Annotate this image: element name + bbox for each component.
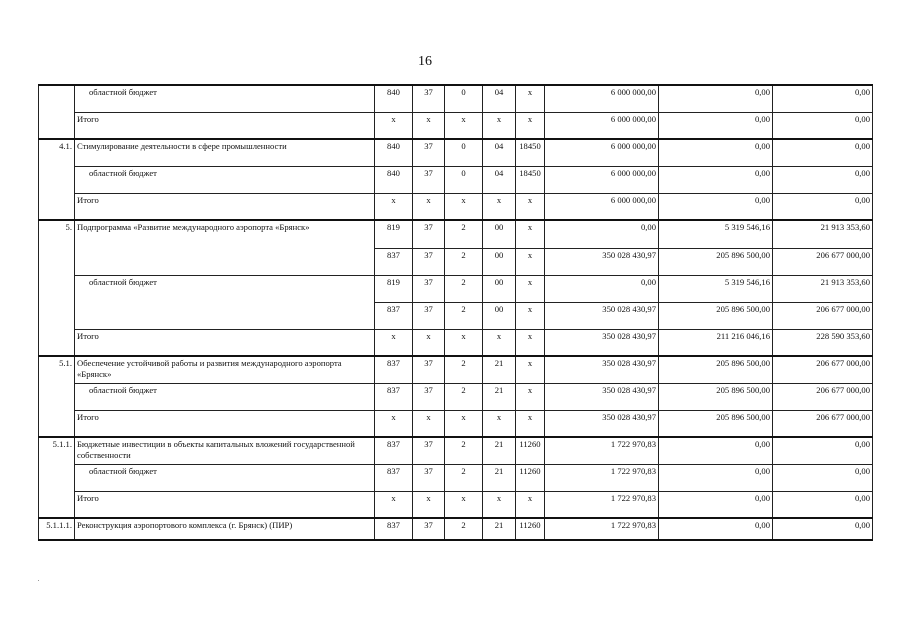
table-row: [39, 220, 873, 248]
amount-year-3: 0,00: [773, 193, 873, 220]
amount-year-2: 0,00: [659, 85, 773, 112]
table-row: [39, 518, 873, 540]
amount-year-3: 0,00: [773, 166, 873, 193]
table-row: [39, 139, 873, 166]
code-direction: х: [516, 85, 545, 112]
table-row: [39, 491, 873, 518]
amount-year-2: 211 216 046,16: [659, 329, 773, 356]
amount-year-3: 0,00: [773, 139, 873, 166]
code-activity: х: [483, 491, 516, 518]
code-program: 37: [413, 248, 445, 275]
row-name: Подпрограмма «Развитие международного аэропорта «Брянск»: [75, 220, 375, 275]
amount-year-1: 0,00: [545, 275, 659, 302]
code-program: 37: [413, 302, 445, 329]
code-program: х: [413, 193, 445, 220]
amount-year-2: 0,00: [659, 437, 773, 464]
amount-year-3: 0,00: [773, 491, 873, 518]
code-subprogram: х: [445, 329, 483, 356]
budget-table: [38, 84, 873, 541]
code-gov: х: [375, 410, 413, 437]
row-index: 5.1.1.1.: [39, 518, 75, 540]
amount-year-2: 205 896 500,00: [659, 248, 773, 275]
code-activity: 21: [483, 356, 516, 383]
table-row: [39, 329, 873, 356]
code-gov: 837: [375, 437, 413, 464]
row-name: областной бюджет: [75, 275, 375, 329]
code-subprogram: 2: [445, 275, 483, 302]
code-subprogram: 2: [445, 302, 483, 329]
code-subprogram: 2: [445, 220, 483, 248]
code-program: 37: [413, 139, 445, 166]
amount-year-1: 1 722 970,83: [545, 464, 659, 491]
row-name: областной бюджет: [75, 464, 375, 491]
amount-year-1: 6 000 000,00: [545, 112, 659, 139]
amount-year-3: 206 677 000,00: [773, 410, 873, 437]
code-program: 37: [413, 356, 445, 383]
code-gov: 840: [375, 139, 413, 166]
amount-year-3: 206 677 000,00: [773, 383, 873, 410]
amount-year-1: 1 722 970,83: [545, 437, 659, 464]
page-number: 16: [418, 54, 432, 69]
code-program: 37: [413, 464, 445, 491]
code-activity: 00: [483, 302, 516, 329]
amount-year-2: 0,00: [659, 139, 773, 166]
amount-year-3: 0,00: [773, 518, 873, 540]
amount-year-2: 205 896 500,00: [659, 410, 773, 437]
code-gov: 819: [375, 275, 413, 302]
code-activity: 21: [483, 464, 516, 491]
row-name: Итого: [75, 329, 375, 356]
code-subprogram: х: [445, 491, 483, 518]
code-subprogram: 2: [445, 356, 483, 383]
row-name: Итого: [75, 112, 375, 139]
amount-year-3: 206 677 000,00: [773, 356, 873, 383]
code-subprogram: х: [445, 193, 483, 220]
amount-year-2: 0,00: [659, 518, 773, 540]
code-direction: х: [516, 410, 545, 437]
table-row: [39, 112, 873, 139]
row-name: областной бюджет: [75, 85, 375, 112]
row-name: областной бюджет: [75, 166, 375, 193]
code-activity: х: [483, 410, 516, 437]
code-gov: 840: [375, 85, 413, 112]
amount-year-1: 6 000 000,00: [545, 85, 659, 112]
amount-year-3: 206 677 000,00: [773, 302, 873, 329]
amount-year-2: 5 319 546,16: [659, 220, 773, 248]
amount-year-3: 206 677 000,00: [773, 248, 873, 275]
amount-year-1: 350 028 430,97: [545, 356, 659, 383]
amount-year-3: 0,00: [773, 112, 873, 139]
code-subprogram: х: [445, 410, 483, 437]
code-program: 37: [413, 437, 445, 464]
code-program: х: [413, 112, 445, 139]
code-direction: х: [516, 383, 545, 410]
amount-year-1: 350 028 430,97: [545, 410, 659, 437]
amount-year-2: 0,00: [659, 112, 773, 139]
amount-year-2: 0,00: [659, 193, 773, 220]
amount-year-1: 350 028 430,97: [545, 383, 659, 410]
code-subprogram: 0: [445, 85, 483, 112]
code-gov: 837: [375, 302, 413, 329]
code-gov: 837: [375, 248, 413, 275]
amount-year-2: 0,00: [659, 464, 773, 491]
code-program: 37: [413, 220, 445, 248]
code-subprogram: 2: [445, 464, 483, 491]
row-index: 5.1.: [39, 356, 75, 437]
code-gov: 819: [375, 220, 413, 248]
code-direction: х: [516, 112, 545, 139]
amount-year-1: 6 000 000,00: [545, 139, 659, 166]
amount-year-2: 5 319 546,16: [659, 275, 773, 302]
amount-year-1: 350 028 430,97: [545, 302, 659, 329]
code-subprogram: 0: [445, 166, 483, 193]
table-row: [39, 437, 873, 464]
amount-year-3: 0,00: [773, 437, 873, 464]
row-name: Итого: [75, 410, 375, 437]
table-row: [39, 464, 873, 491]
code-gov: х: [375, 329, 413, 356]
row-name: Итого: [75, 491, 375, 518]
code-gov: х: [375, 112, 413, 139]
code-program: х: [413, 329, 445, 356]
amount-year-3: 21 913 353,60: [773, 275, 873, 302]
code-direction: 18450: [516, 166, 545, 193]
code-gov: 840: [375, 166, 413, 193]
code-activity: 00: [483, 275, 516, 302]
amount-year-3: 21 913 353,60: [773, 220, 873, 248]
code-activity: х: [483, 329, 516, 356]
code-gov: 837: [375, 518, 413, 540]
amount-year-2: 205 896 500,00: [659, 302, 773, 329]
scan-speck: [38, 580, 39, 581]
table-row: [39, 193, 873, 220]
code-direction: 11260: [516, 464, 545, 491]
amount-year-1: 350 028 430,97: [545, 329, 659, 356]
code-subprogram: 2: [445, 248, 483, 275]
row-name: Итого: [75, 193, 375, 220]
amount-year-1: 1 722 970,83: [545, 518, 659, 540]
code-program: х: [413, 491, 445, 518]
code-subprogram: 2: [445, 437, 483, 464]
amount-year-2: 0,00: [659, 491, 773, 518]
code-direction: х: [516, 275, 545, 302]
row-index: [39, 85, 75, 139]
amount-year-3: 228 590 353,60: [773, 329, 873, 356]
code-direction: х: [516, 302, 545, 329]
code-gov: 837: [375, 383, 413, 410]
code-program: 37: [413, 518, 445, 540]
amount-year-1: 350 028 430,97: [545, 248, 659, 275]
code-subprogram: 0: [445, 139, 483, 166]
code-activity: 04: [483, 85, 516, 112]
row-name: областной бюджет: [75, 383, 375, 410]
amount-year-1: 6 000 000,00: [545, 166, 659, 193]
code-program: 37: [413, 85, 445, 112]
amount-year-1: 0,00: [545, 220, 659, 248]
code-subprogram: х: [445, 112, 483, 139]
row-index: 5.: [39, 220, 75, 356]
code-program: 37: [413, 275, 445, 302]
table-row: [39, 410, 873, 437]
code-activity: 21: [483, 383, 516, 410]
row-index: 4.1.: [39, 139, 75, 220]
amount-year-2: 205 896 500,00: [659, 383, 773, 410]
amount-year-3: 0,00: [773, 85, 873, 112]
table-row: [39, 383, 873, 410]
code-subprogram: 2: [445, 518, 483, 540]
table-row: [39, 85, 873, 112]
code-direction: 11260: [516, 518, 545, 540]
code-direction: х: [516, 356, 545, 383]
amount-year-2: 205 896 500,00: [659, 356, 773, 383]
code-activity: 00: [483, 248, 516, 275]
code-gov: 837: [375, 356, 413, 383]
code-gov: х: [375, 491, 413, 518]
code-activity: 21: [483, 518, 516, 540]
code-gov: 837: [375, 464, 413, 491]
amount-year-1: 6 000 000,00: [545, 193, 659, 220]
code-direction: 11260: [516, 437, 545, 464]
code-direction: х: [516, 193, 545, 220]
code-direction: х: [516, 220, 545, 248]
row-name: Стимулирование деятельности в сфере промышленности: [75, 139, 375, 166]
code-activity: 00: [483, 220, 516, 248]
code-program: 37: [413, 166, 445, 193]
row-index: 5.1.1.: [39, 437, 75, 518]
code-program: 37: [413, 383, 445, 410]
code-direction: х: [516, 491, 545, 518]
code-direction: х: [516, 329, 545, 356]
code-activity: 04: [483, 166, 516, 193]
code-activity: 21: [483, 437, 516, 464]
row-name: Реконструкция аэропортового комплекса (г. Брянск) (ПИР): [75, 518, 375, 540]
code-activity: 04: [483, 139, 516, 166]
code-activity: х: [483, 193, 516, 220]
row-name: Бюджетные инвестиции в объекты капитальных вложений государственной собственности: [75, 437, 375, 464]
amount-year-2: 0,00: [659, 166, 773, 193]
code-direction: х: [516, 248, 545, 275]
amount-year-1: 1 722 970,83: [545, 491, 659, 518]
row-name: Обеспечение устойчивой работы и развития международного аэропорта «Брянск»: [75, 356, 375, 383]
code-subprogram: 2: [445, 383, 483, 410]
code-activity: х: [483, 112, 516, 139]
amount-year-3: 0,00: [773, 464, 873, 491]
table-row: [39, 275, 873, 302]
table-row: [39, 356, 873, 383]
table-row: [39, 166, 873, 193]
code-gov: х: [375, 193, 413, 220]
code-program: х: [413, 410, 445, 437]
code-direction: 18450: [516, 139, 545, 166]
